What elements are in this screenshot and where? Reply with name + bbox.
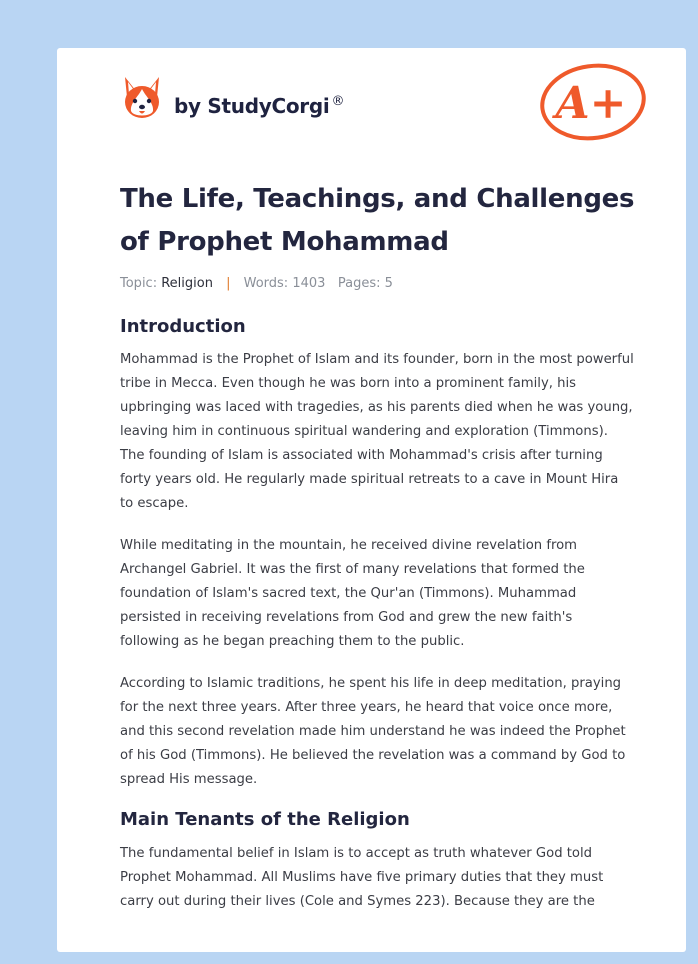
document-content bbox=[120, 178, 635, 914]
grade-a-plus-badge bbox=[537, 58, 649, 142]
document-meta bbox=[120, 276, 635, 291]
paragraph: While meditating in the mountain, he received divine revelation from Archangel Gabriel. It was the first of many revelations that formed the foundation of Islam's sacred text, the Qur'an (Timmons). Muhammad persisted in receiving revelations from God and grew the new faith's following as he began preaching them to the public. bbox=[120, 538, 585, 649]
topic-value[interactable]: Religion bbox=[161, 276, 213, 291]
words-value: 1403 bbox=[292, 276, 326, 291]
page-title: The Life, Teachings, and Challenges of Prophet Mohammad bbox=[120, 184, 635, 257]
paragraph: Mohammad is the Prophet of Islam and its founder, born in the most powerful tribe in Mecca. Even though he was born into a prominent family, his upbringing was laced with tragedies, as his parents died when he was young, leaving him in continuous spiritual wandering and exploration (Timmons). The founding of Islam is associated with Mohammad's crisis after turning forty years old. He regularly made spiritual retreats to a cave in Mount Hira to escape. bbox=[120, 352, 634, 511]
pages-label: Pages: bbox=[337, 276, 381, 291]
section-heading-main-tenants: Main Tenants of the Religion bbox=[120, 809, 410, 830]
topic-label: Topic: bbox=[120, 276, 158, 291]
pages-value: 5 bbox=[384, 276, 393, 291]
document-page bbox=[57, 48, 686, 952]
corgi-logo-icon[interactable] bbox=[121, 75, 163, 121]
section-heading-introduction: Introduction bbox=[120, 316, 246, 337]
header bbox=[57, 48, 686, 138]
paragraph: According to Islamic traditions, he spent his life in deep meditation, praying for the next three years. After three years, he heard that voice once more, and this second revelation made him understand he was indeed the Prophet of his God (Timmons). He believed the revelation was a command by God to spread His message. bbox=[120, 676, 626, 787]
registered-mark: ® bbox=[331, 94, 345, 109]
grade-text: A+ bbox=[555, 78, 627, 129]
brand-name[interactable]: by StudyCorgi ® bbox=[174, 94, 345, 118]
words-label: Words: bbox=[243, 276, 289, 291]
meta-separator: | bbox=[226, 276, 231, 291]
paragraph: The fundamental belief in Islam is to accept as truth whatever God told Prophet Mohammad. All Muslims have five primary duties that they must carry out during their lives (Cole and Symes 223). Because they are the bbox=[120, 846, 604, 909]
